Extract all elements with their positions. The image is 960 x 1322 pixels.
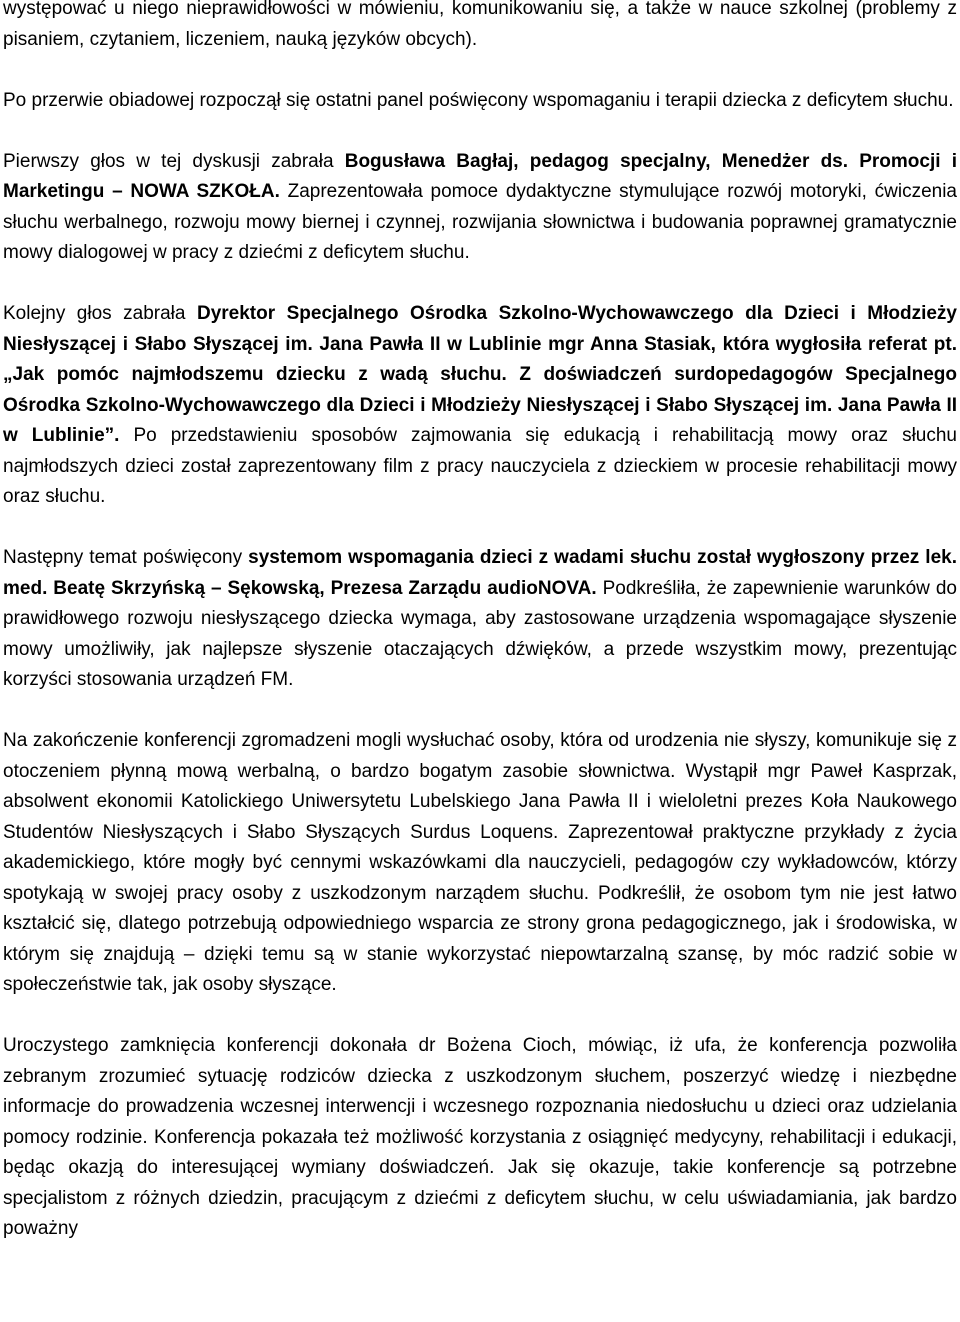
text-segment: Następny temat poświęcony <box>3 547 249 568</box>
text-segment: Podkreśliła, że zapewnienie warunków do prawidłowego rozwoju niesłyszącego dziecka wymaga, aby zastosowane urządzenia wspomagające słyszenie mowy umożliwiły, jak najlepsze słyszenie otaczających dźwięków, a przede wszystkim mowy, prezentując korzyści stosowania urządzeń FM. <box>3 577 957 690</box>
text-segment: Kolejny głos zabrała <box>3 303 197 324</box>
paragraph-bagłaj <box>3 147 957 269</box>
paragraph-speech-problems <box>3 0 957 55</box>
document-page <box>3 0 957 1245</box>
paragraph-last-panel <box>3 86 957 117</box>
paragraph-skrzynska <box>3 543 957 696</box>
text-segment: Pierwszy głos w tej dyskusji zabrała <box>3 150 345 172</box>
bold-text-segment: Bogusława Bagłaj, pedagog specjalny, Menedżer ds. Promocji i Marketingu – NOWA SZKOŁA. <box>3 150 957 202</box>
paragraph-stasiak <box>3 299 957 513</box>
text-segment: występować u niego nieprawidłowości w mówieniu, komunikowaniu się, a także w nauce szkolnej (problemy z pisaniem, czytaniem, liczeniem, nauką języków obcych). <box>3 0 957 50</box>
text-segment: Uroczystego zamknięcia konferencji dokonała dr Bożena Cioch, mówiąc, iż ufa, że konferencja pozwoliła zebranym zrozumieć sytuację rodziców dziecka z uszkodzonym słuchem, poszerzyć wiedzę i niezbędne informacje do prowadzenia wczesnej interwencji i wczesnego rozpoznania niedosłuchu u dzieci oraz udzielania pomocy rodzinie. Konferencja pokazała też możliwość korzystania z osiągnięć medycyny, rehabilitacji i edukacji, będąc okazją do interesującej wymiany doświadczeń. Jak się okazuje, takie konferencje są potrzebne specjalistom z różnych dziedzin, pracującym z dziećmi z deficytem słuchu, w celu uświadamiania, jak bardzo poważny <box>3 1035 957 1239</box>
text-segment: Na zakończenie konferencji zgromadzeni mogli wysłuchać osoby, która od urodzenia nie słyszy, komunikuje się z otoczeniem płynną mową werbalną, o bardzo bogatym zasobie słownictwa. Wystąpił mgr Paweł Kasprzak, absolwent ekonomii Katolickiego Uniwersytetu Lubelskiego Jana Pawła II i wieloletni prezes Koła Naukowego Studentów Niesłyszących i Słabo Słyszących Surdus Loquens. Zaprezentował praktyczne przykłady z życia akademickiego, które mogły być cennymi wskazówkami dla nauczycieli, pedagogów czy wykładowców, którzy spotykają w swojej pracy osoby z uszkodzonym narządem słuchu. Podkreślił, że osobom tym nie jest łatwo kształcić się, dlatego potrzebują odpowiedniego wsparcia ze strony grona pedagogicznego, jak i środowiska, w którym się znajdują – dzięki temu są w stanie wykorzystać niepowtarzalną szansę, by móc radzić sobie w społeczeństwie tak, jak osoby słyszące. <box>3 730 957 995</box>
bold-text-segment: systemom wspomagania dzieci z wadami słuchu został wygłoszony przez lek. med. Beatę Skrzyńską – Sękowską, Prezesa Zarządu audioNOVA. <box>3 547 957 599</box>
text-segment: Po przerwie obiadowej rozpoczął się ostatni panel poświęcony wspomaganiu i terapii dziecka z deficytem słuchu. <box>3 89 954 111</box>
paragraph-closing <box>3 1031 957 1245</box>
paragraph-kasprzak <box>3 726 957 1001</box>
text-segment: Zaprezentowała pomoce dydaktyczne stymulujące rozwój motoryki, ćwiczenia słuchu werbalnego, rozwoju mowy biernej i czynnej, rozwijania słownictwa i budowania poprawnej gramatycznie mowy dialogowej w pracy z dziećmi z deficytem słuchu. <box>3 181 957 263</box>
text-segment: Po przedstawieniu sposobów zajmowania się edukacją i rehabilitacją mowy oraz słuchu najmłodszych dzieci został zaprezentowany film z pracy nauczyciela z dzieckiem w procesie rehabilitacji mowy oraz słuchu. <box>3 425 957 507</box>
bold-text-segment: Dyrektor Specjalnego Ośrodka Szkolno-Wychowawczego dla Dzieci i Młodzieży Niesłyszącej i Słabo Słyszącej im. Jana Pawła II w Lublinie mgr Anna Stasiak, która wygłosiła referat pt. „Jak pomóc najmłodszemu dziecku z wadą słuchu. Z doświadczeń surdopedagogów Specjalnego Ośrodka Szkolno-Wychowawczego dla Dzieci i Młodzieży Niesłyszącej i Słabo Słyszącej im. Jana Pawła II w Lublinie”. <box>3 303 958 446</box>
